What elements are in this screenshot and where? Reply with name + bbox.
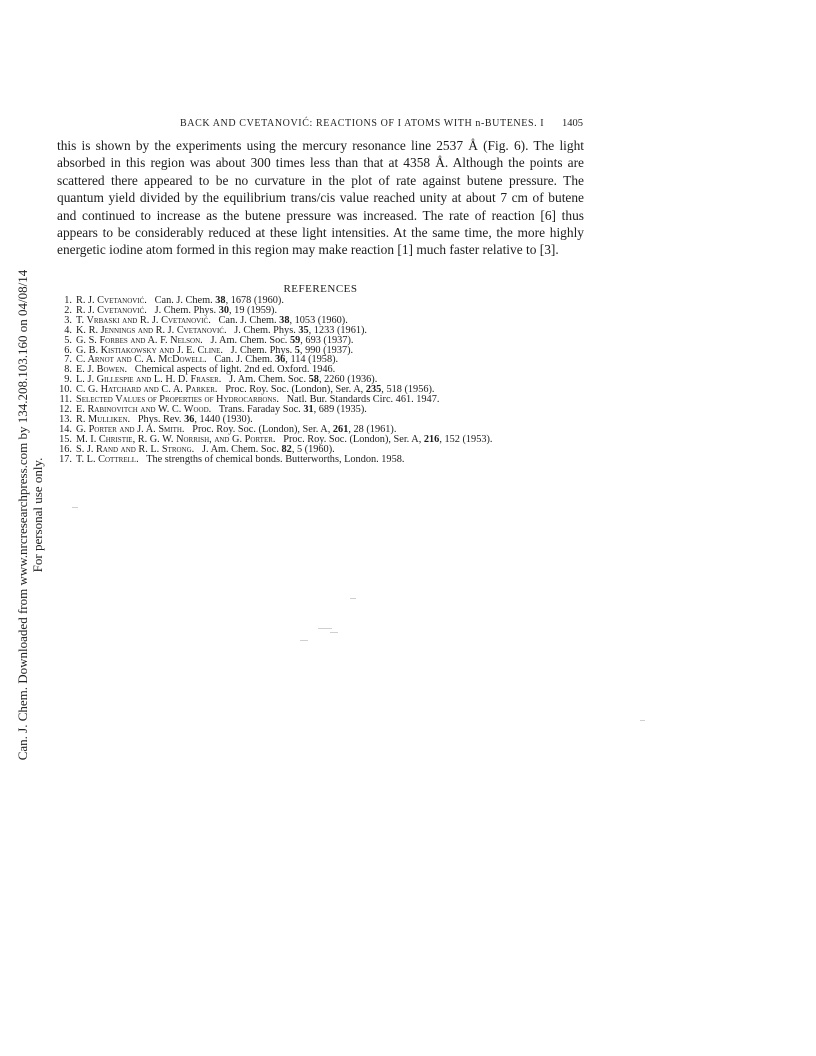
reference-volume: 31 — [303, 403, 314, 415]
reference-number: 2. — [64, 304, 72, 316]
reference-source: J. Am. Chem. Soc. — [229, 374, 307, 386]
reference-number: 10. — [59, 384, 72, 396]
reference-source: Can. J. Chem. — [154, 295, 213, 306]
reference-volume: 30 — [218, 304, 230, 316]
scan-speck — [300, 640, 308, 641]
reference-volume: 36 — [184, 413, 195, 425]
reference-volume: 35 — [298, 324, 309, 336]
reference-authors: G. Porter and J. A. Smith. — [76, 423, 185, 435]
scan-speck — [330, 632, 338, 633]
reference-number: 15. — [59, 433, 72, 445]
reference-number: 4. — [64, 324, 72, 336]
reference-list — [57, 296, 617, 464]
reference-pages-year: , 518 (1956). — [381, 384, 435, 396]
personal-use-note: For personal use only. — [29, 457, 45, 573]
reference-source: Natl. Bur. Standards Circ. 461. 1947. — [286, 394, 440, 406]
reference-authors: G. S. Forbes and A. F. Nelson. — [76, 334, 203, 346]
reference-source: Phys. Rev. — [137, 413, 182, 425]
reference-volume: 38 — [279, 314, 290, 326]
reference-number: 14. — [59, 423, 72, 435]
reference-authors: K. R. Jennings and R. J. Cvetanović. — [76, 324, 227, 336]
reference-pages-year: , 1233 (1961). — [308, 324, 367, 336]
reference-source: Proc. Roy. Soc. (London), Ser. A, — [225, 384, 364, 396]
reference-source: Proc. Roy. Soc. (London), Ser. A, — [283, 433, 422, 445]
reference-authors: G. B. Kistiakowsky and J. E. Cline. — [76, 344, 223, 356]
reference-source: Chemical aspects of light. 2nd ed. Oxford. 1946. — [134, 364, 336, 376]
body-paragraph: this is shown by the experiments using the mercury resonance line 2537 Å (Fig. 6). The light absorbed in this region was about 300 times less than that at 4358 Å. Although the points are scattered there appeared to be no curvature in the plot of rate against butene pressure. The quantum yield divided by the equilibrium trans/cis value reached unity at about 7 cm of butene and continued to increase as the butene pressure was increased. The rate of reaction [6] thus appears to be considerably reduced at these light intensities. At the same time, the more highly energetic iodine atom formed in this region may make reaction [1] much faster relative to [3]. — [57, 138, 584, 258]
reference-pages-year: , 28 (1961). — [348, 423, 397, 435]
reference-number: 13. — [59, 413, 72, 425]
reference-authors: S. J. Rand and R. L. Strong. — [76, 443, 195, 455]
reference-authors: C. G. Hatchard and C. A. Parker. — [76, 384, 218, 396]
reference-authors: T. L. Cottrell. — [76, 453, 139, 465]
reference-authors: E. Rabinovitch and W. C. Wood. — [76, 403, 212, 415]
reference-authors: T. Vrbaski and R. J. Cvetanović. — [76, 314, 211, 326]
reference-source: The strengths of chemical bonds. Butterworths, London. 1958. — [146, 453, 405, 465]
reference-authors: C. Arnot and C. A. McDowell. — [76, 354, 207, 366]
download-watermark-line: Can. J. Chem. Downloaded from www.nrcresearchpress.com by 134.208.103.160 on 04/08/14 — [15, 269, 30, 761]
reference-number: 5. — [64, 334, 72, 346]
scan-speck — [640, 720, 645, 721]
scan-speck — [72, 507, 78, 508]
reference-volume: 235 — [365, 384, 382, 396]
running-header: BACK AND CVETANOVIĆ: REACTIONS OF I ATOMS WITH n-BUTENES. I — [180, 118, 545, 129]
reference-volume: 216 — [423, 433, 440, 445]
reference-number: 3. — [64, 314, 72, 326]
references-heading: REFERENCES — [283, 283, 358, 295]
reference-pages-year: , 1053 (1960). — [289, 314, 348, 326]
reference-source: J. Chem. Phys. — [154, 304, 217, 316]
reference-source: Trans. Faraday Soc. — [218, 403, 301, 415]
reference-authors: L. J. Gillespie and L. H. D. Fraser. — [76, 374, 222, 386]
reference-number: 6. — [64, 344, 72, 356]
reference-number: 11. — [59, 394, 72, 406]
page-number: 1405 — [562, 118, 583, 129]
reference-text — [76, 455, 404, 465]
reference-authors: R. Mulliken. — [76, 413, 131, 425]
scan-speck — [350, 598, 356, 599]
reference-number: 16. — [59, 443, 72, 455]
reference-number: 9. — [64, 374, 72, 386]
reference-number: 7. — [64, 354, 72, 366]
reference-volume: 261 — [332, 423, 349, 435]
download-watermark — [16, 255, 45, 775]
reference-source: Can. J. Chem. — [214, 354, 273, 366]
reference-authors: R. J. Cvetanović. — [76, 295, 147, 306]
reference-volume: 5 — [294, 344, 300, 356]
reference-pages-year: , 1678 (1960). — [225, 295, 284, 306]
reference-pages-year: , 2260 (1936). — [318, 374, 378, 386]
reference-authors: Selected Values of Properties of Hydrocarbons. — [76, 394, 279, 406]
scan-speck — [318, 628, 332, 629]
reference-pages-year: , 5 (1960). — [291, 443, 335, 455]
reference-source: Proc. Roy. Soc. (London), Ser. A, — [192, 423, 331, 435]
reference-authors: R. J. Cvetanović. — [76, 304, 147, 316]
reference-source: J. Chem. Phys. — [234, 324, 296, 336]
reference-volume: 38 — [215, 295, 226, 306]
reference-volume: 58 — [308, 374, 319, 386]
reference-authors: M. I. Christie, R. G. W. Norrish, and G. Porter. — [76, 433, 276, 445]
reference-number: 17. — [59, 453, 72, 465]
reference-number: 8. — [64, 364, 72, 376]
reference-authors: E. J. Bowen. — [76, 364, 128, 376]
reference-volume: 82 — [281, 443, 292, 455]
reference-pages-year: , 114 (1958). — [285, 354, 339, 366]
reference-source: J. Am. Chem. Soc. — [201, 443, 279, 455]
reference-volume: 59 — [289, 334, 301, 346]
body-text — [57, 137, 584, 259]
reference-pages-year: , 990 (1937). — [299, 344, 354, 356]
reference-source: Can. J. Chem. — [218, 314, 277, 326]
reference-source: J. Chem. Phys. — [230, 344, 293, 356]
reference-number: 12. — [59, 403, 72, 415]
reference-volume: 36 — [275, 354, 286, 366]
reference-pages-year: , 19 (1959). — [229, 304, 278, 316]
reference-number: 1. — [64, 295, 72, 306]
reference-source: J. Am. Chem. Soc. — [210, 334, 288, 346]
reference-pages-year: , 152 (1953). — [439, 433, 493, 445]
reference-pages-year: , 693 (1937). — [300, 334, 354, 346]
reference-item — [57, 455, 617, 465]
reference-pages-year: , 1440 (1930). — [194, 413, 253, 425]
reference-pages-year: , 689 (1935). — [313, 403, 367, 415]
